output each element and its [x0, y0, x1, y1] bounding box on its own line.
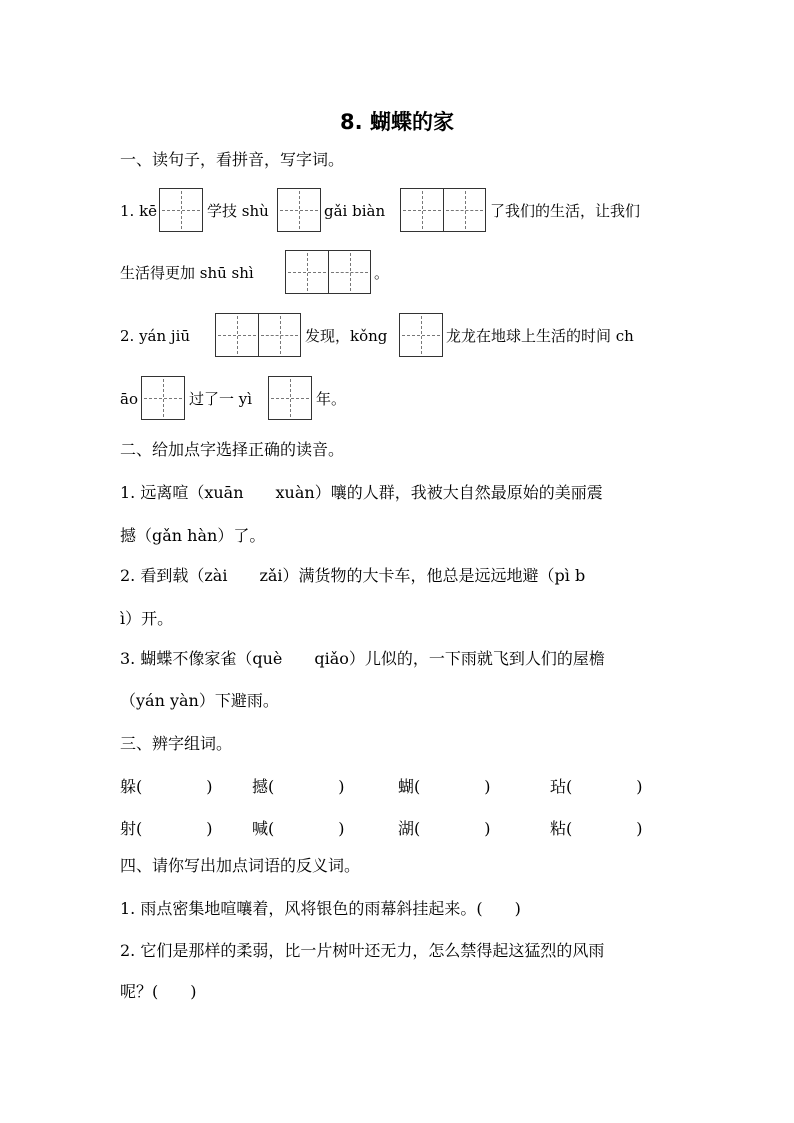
- s1-line4-part-a: āo: [120, 390, 138, 408]
- word-group-2[interactable]: 撼( ): [252, 777, 345, 796]
- s1-line3-part-c: 龙龙在地球上生活的时间 ch: [446, 327, 634, 345]
- s2-line5: 3. 蝴蝶不像家雀（què qiǎo）儿似的，一下雨就飞到人们的屋檐: [120, 649, 605, 668]
- word-group-6[interactable]: 喊( ): [252, 819, 345, 838]
- word-group-1[interactable]: 躲( ): [120, 777, 213, 796]
- answer-grid-shu[interactable]: [277, 188, 321, 232]
- s4-line2: 2. 它们是那样的柔弱，比一片树叶还无力，怎么禁得起这猛烈的风雨: [120, 941, 605, 960]
- s1-line3-part-b: 发现，kǒng: [305, 327, 388, 345]
- answer-grid-yanjiu[interactable]: [215, 313, 301, 357]
- section1-heading: 一、读句子，看拼音，写字词。: [120, 150, 345, 169]
- s1-line1-part-b: 学技 shù: [207, 202, 269, 220]
- word-group-5[interactable]: 射( ): [120, 819, 213, 838]
- s1-line1-part-c: gǎi biàn: [324, 202, 386, 220]
- s4-line1: 1. 雨点密集地喧嚷着，风将银色的雨幕斜挂起来。( ): [120, 899, 521, 918]
- word-group-7[interactable]: 湖( ): [398, 819, 491, 838]
- s1-line4-part-c: 年。: [316, 390, 347, 408]
- s1-line1-part-a: 1. kē: [120, 202, 158, 220]
- s2-line2: 撼（gǎn hàn）了。: [120, 526, 266, 545]
- answer-grid-kong[interactable]: [399, 313, 443, 357]
- answer-grid-chao[interactable]: [141, 376, 185, 420]
- word-group-8[interactable]: 粘( ): [550, 819, 643, 838]
- s4-line3: 呢？( ): [120, 982, 197, 1001]
- answer-grid-yi[interactable]: [268, 376, 312, 420]
- s2-line1: 1. 远离喧（xuān xuàn）嚷的人群，我被大自然最原始的美丽震: [120, 483, 603, 502]
- section3-heading: 三、辨字组词。: [120, 734, 233, 753]
- page-title: 8. 蝴蝶的家: [340, 110, 454, 134]
- s2-line4: ì）开。: [120, 609, 174, 628]
- s1-line2-part-a: 生活得更加 shū shì: [120, 264, 254, 282]
- section2-heading: 二、给加点字选择正确的读音。: [120, 440, 345, 459]
- section4-heading: 四、请你写出加点词语的反义词。: [120, 856, 361, 875]
- s2-line6: （yán yàn）下避雨。: [120, 691, 279, 710]
- word-group-3[interactable]: 蝴( ): [398, 777, 491, 796]
- s1-line3-part-a: 2. yán jiū: [120, 327, 191, 345]
- answer-grid-ke[interactable]: [159, 188, 203, 232]
- answer-grid-shushi[interactable]: [285, 250, 371, 294]
- answer-grid-gaibian[interactable]: [400, 188, 486, 232]
- s1-line1-part-d: 了我们的生活，让我们: [490, 202, 641, 220]
- s1-line2-part-b: 。: [374, 264, 390, 282]
- s1-line4-part-b: 过了一 yì: [189, 390, 253, 408]
- word-group-4[interactable]: 玷( ): [550, 777, 643, 796]
- s2-line3: 2. 看到载（zài zǎi）满货物的大卡车，他总是远远地避（pì b: [120, 566, 586, 585]
